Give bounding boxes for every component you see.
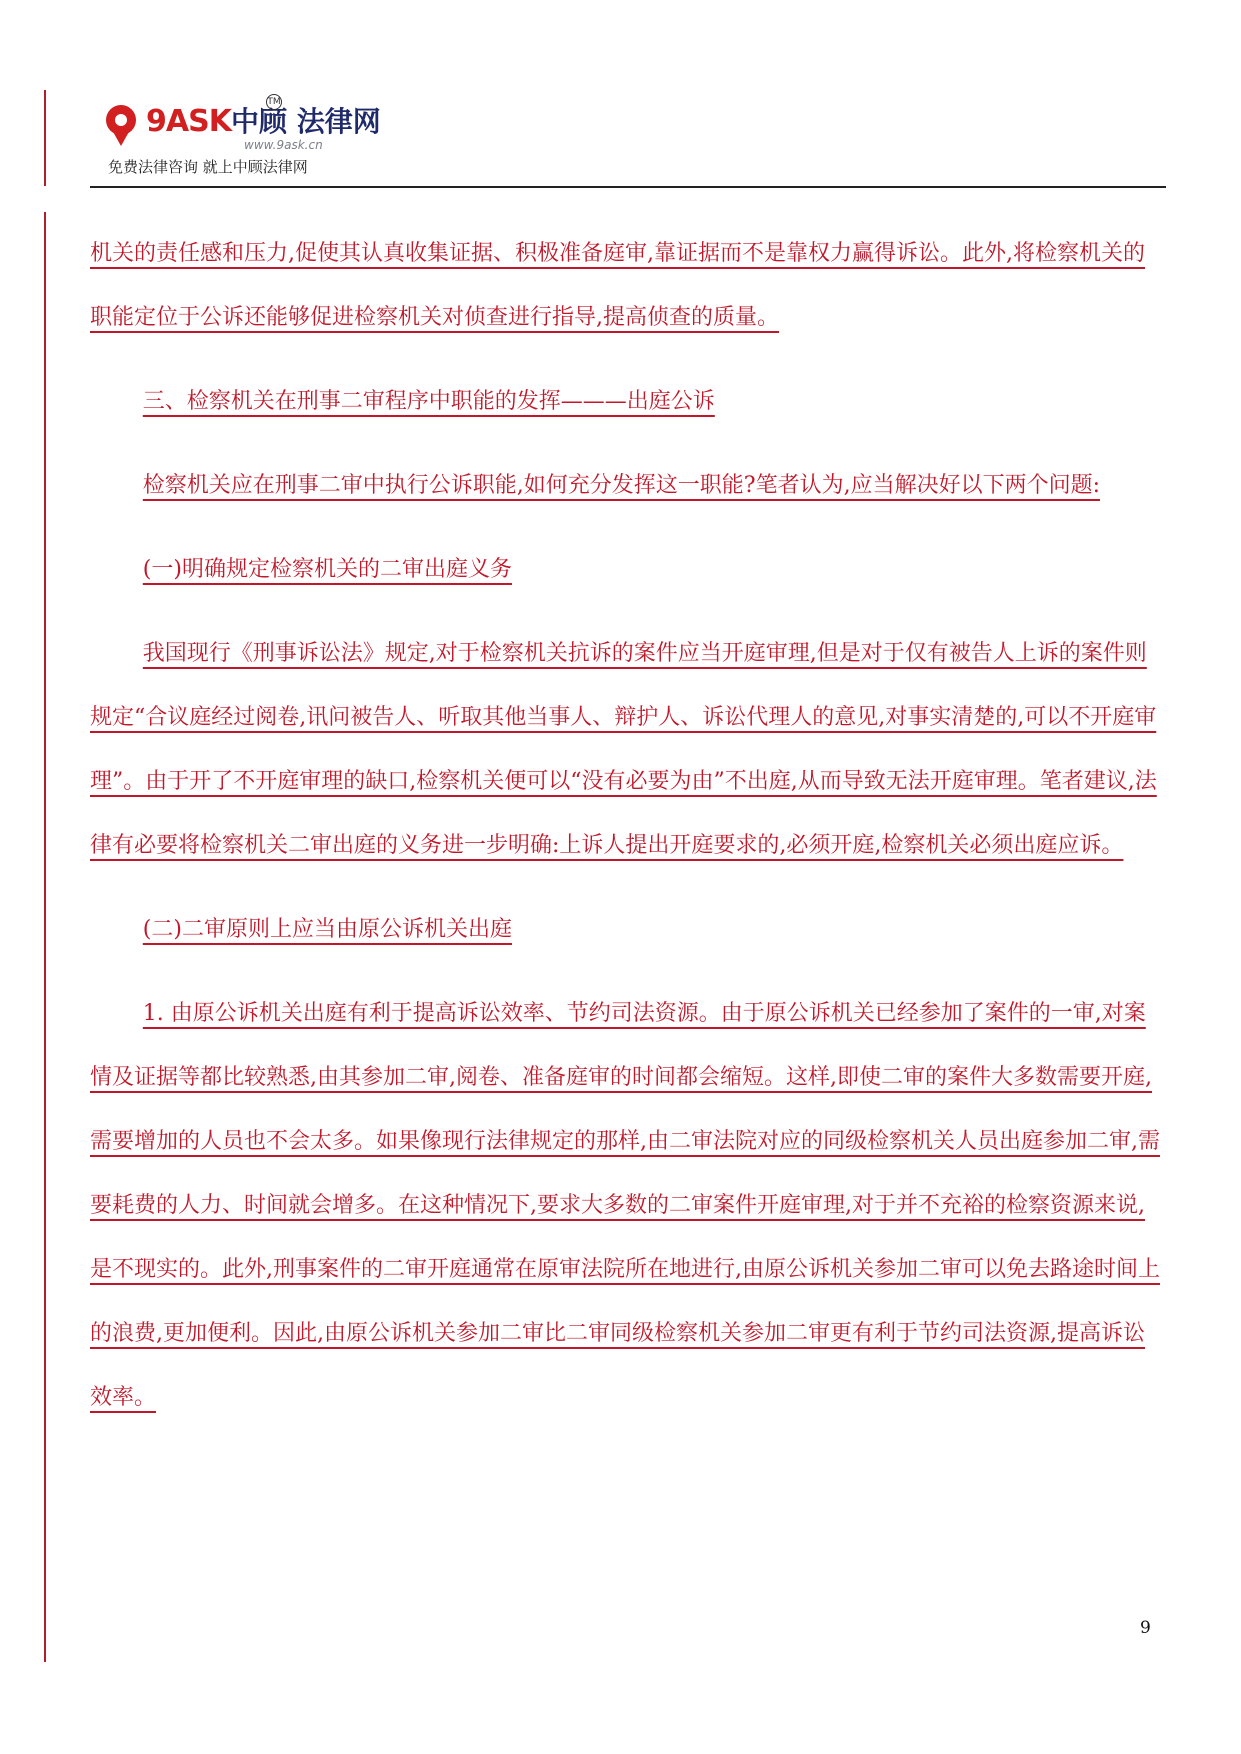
location-pin-icon bbox=[98, 102, 144, 148]
subheading-1: (一)明确规定检察机关的二审出庭义务 bbox=[142, 557, 512, 582]
logo bbox=[98, 97, 458, 160]
paragraph-continuation: 机关的责任感和压力,促使其认真收集证据、积极准备庭审,靠证据而不是靠权力赢得诉讼。此外,将检察机关的职能定位于公诉还能够促进检察机关对侦查进行指导,提高侦查的质量。 bbox=[90, 241, 1145, 330]
margin-bar-header bbox=[44, 90, 46, 186]
header-divider bbox=[90, 186, 1166, 188]
page-number: 9 bbox=[1140, 1618, 1151, 1638]
header-tagline: 免费法律咨询 就上中顾法律网 bbox=[108, 158, 308, 176]
section-heading-3: 三、检察机关在刑事二审程序中职能的发挥———出庭公诉 bbox=[142, 389, 715, 414]
paragraph-intro: 检察机关应在刑事二审中执行公诉职能,如何充分发挥这一职能?笔者认为,应当解决好以下两个问题: bbox=[142, 473, 1100, 498]
subheading-2: (二)二审原则上应当由原公诉机关出庭 bbox=[142, 917, 512, 942]
document-body bbox=[90, 222, 1160, 1430]
margin-bar-body bbox=[44, 212, 46, 1662]
logo-wordmark bbox=[146, 100, 381, 140]
trademark-badge: TM bbox=[266, 94, 282, 110]
logo-url: www.9ask.cn bbox=[244, 138, 323, 152]
logo-brand: 9ASK bbox=[146, 104, 231, 139]
logo-cn: 中顾 法律网 bbox=[230, 105, 381, 138]
page-header bbox=[90, 92, 1166, 188]
paragraph-body-1: 我国现行《刑事诉讼法》规定,对于检察机关抗诉的案件应当开庭审理,但是对于仅有被告人上诉的案件则规定“合议庭经过阅卷,讯问被告人、听取其他当事人、辩护人、诉讼代理人的意见,对事实清楚的,可以不开庭审理”。由于开了不开庭审理的缺口,检察机关便可以“没有必要为由”不出庭,从而导致无法开庭审理。笔者建议,法律有必要将检察机关二审出庭的义务进一步明确:上诉人提出开庭要求的,必须开庭,检察机关必须出庭应诉。 bbox=[90, 641, 1157, 858]
paragraph-body-2: 1. 由原公诉机关出庭有利于提高诉讼效率、节约司法资源。由于原公诉机关已经参加了案件的一审,对案情及证据等都比较熟悉,由其参加二审,阅卷、准备庭审的时间都会缩短。这样,即使二审的案件大多数需要开庭,需要增加的人员也不会太多。如果像现行法律规定的那样,由二审法院对应的同级检察机关人员出庭参加二审,需要耗费的人力、时间就会增多。在这种情况下,要求大多数的二审案件开庭审理,对于并不充裕的检察资源来说,是不现实的。此外,刑事案件的二审开庭通常在原审法院所在地进行,由原公诉机关参加二审可以免去路途时间上的浪费,更加便利。因此,由原公诉机关参加二审比二审同级检察机关参加二审更有利于节约司法资源,提高诉讼效率。 bbox=[90, 1001, 1160, 1410]
